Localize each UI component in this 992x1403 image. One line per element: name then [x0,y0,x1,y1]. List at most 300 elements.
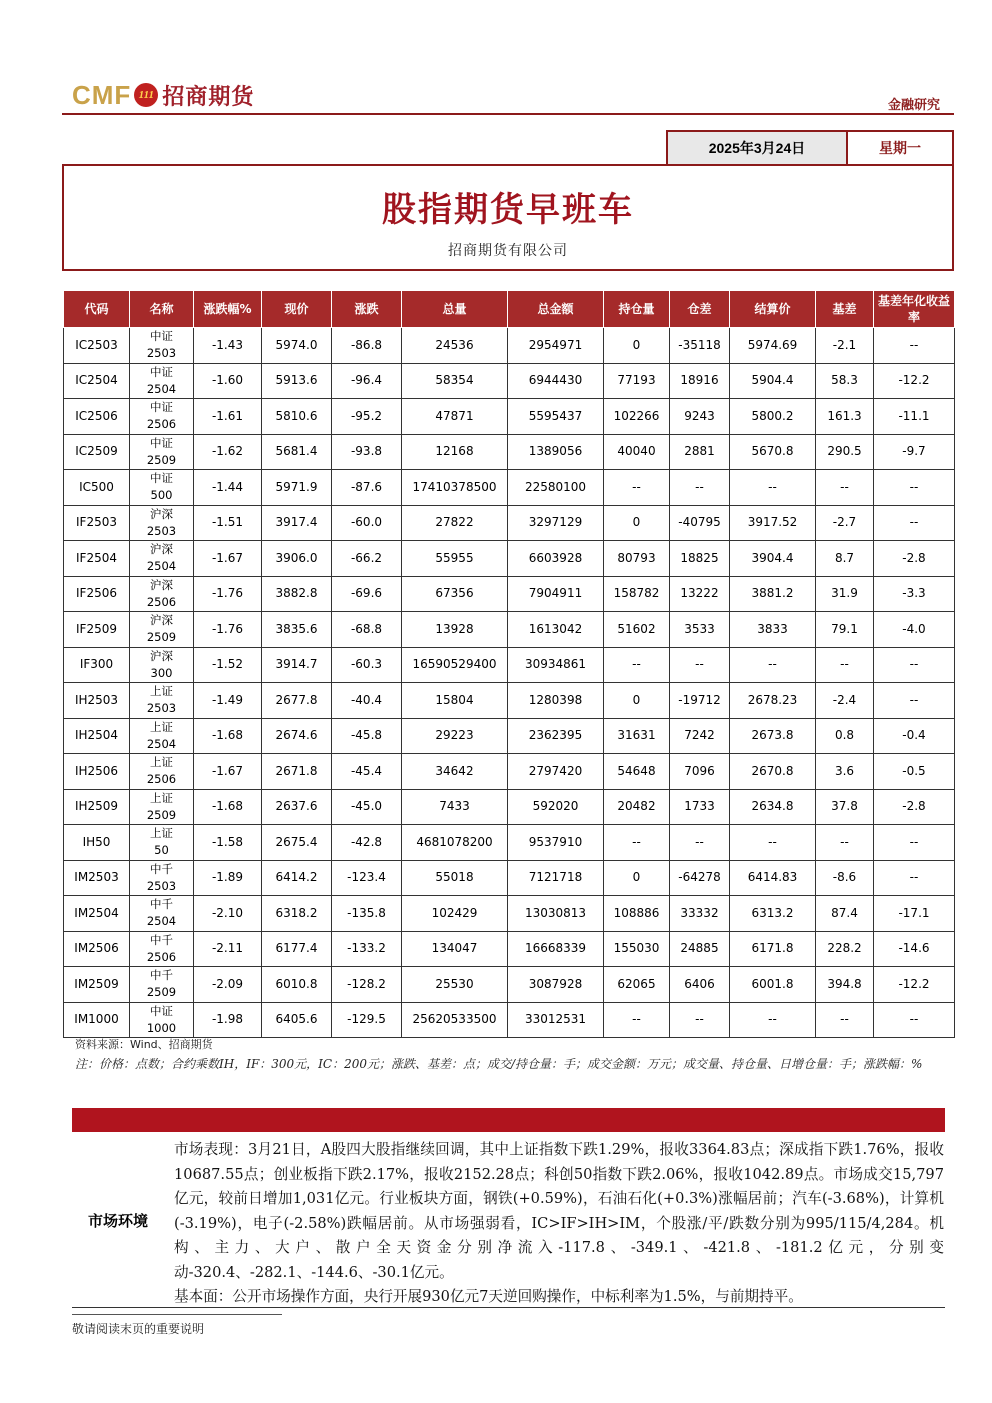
name-suffix: 2504 [146,381,177,396]
table-cell: IH2504 [64,718,130,754]
table-cell [130,647,194,683]
table-cell: 54648 [604,754,670,790]
table-cell: 5971.9 [262,470,332,506]
table-cell: -42.8 [332,825,402,861]
table-cell: 6414.83 [730,860,816,896]
column-header: 总量 [402,291,508,328]
table-cell: 5800.2 [730,399,816,435]
table-cell: -- [816,825,874,861]
table-cell: -12.2 [874,363,955,399]
table-cell: 3835.6 [262,612,332,648]
name-suffix: 2509 [146,630,177,645]
column-header: 名称 [130,291,194,328]
units-note: 注：价格：点数；合约乘数IH，IF：300元，IC：200元；涨跌、基差：点；成交/持仓量：手；成交金额：万元；成交量、持仓量、日增仓量：手；涨跌幅：% [75,1057,923,1071]
table-cell: IF2506 [64,576,130,612]
header-divider [62,113,954,115]
table-cell: -8.6 [816,860,874,896]
name-prefix: 沪深 [150,542,173,557]
table-row [64,860,955,896]
table-cell: 6001.8 [730,967,816,1003]
table-cell: 33012531 [508,1002,604,1038]
name-suffix: 2503 [146,346,177,361]
table-cell [130,576,194,612]
table-cell: 5681.4 [262,434,332,470]
table-cell: 25620533500 [402,1002,508,1038]
table-cell: 55018 [402,860,508,896]
table-cell: -1.52 [194,647,262,683]
table-cell: 134047 [402,931,508,967]
table-cell: IC2504 [64,363,130,399]
table-cell: IM2506 [64,931,130,967]
table-cell: 34642 [402,754,508,790]
table-cell: -1.58 [194,825,262,861]
table-cell: 22580100 [508,470,604,506]
table-cell: -1.98 [194,1002,262,1038]
table-cell: IM2504 [64,896,130,932]
table-cell: IH2503 [64,683,130,719]
table-cell: -87.6 [332,470,402,506]
table-cell: 5904.4 [730,363,816,399]
table-cell: -- [670,647,730,683]
table-cell: 2362395 [508,718,604,754]
table-cell: 0 [604,328,670,364]
name-suffix: 300 [150,665,173,680]
table-cell: -128.2 [332,967,402,1003]
name-prefix: 沪深 [150,648,173,663]
table-cell: 6406 [670,967,730,1003]
table-cell: -- [730,1002,816,1038]
name-prefix: 中证 [150,329,173,344]
name-suffix: 2509 [146,985,177,1000]
table-cell: 3917.4 [262,505,332,541]
table-cell: 102429 [402,896,508,932]
company-logo [72,78,254,112]
table-cell: -- [816,647,874,683]
table-row [64,363,955,399]
table-cell: 228.2 [816,931,874,967]
table-cell: 161.3 [816,399,874,435]
table-row [64,576,955,612]
table-cell: 102266 [604,399,670,435]
table-cell: -17.1 [874,896,955,932]
table-cell: 20482 [604,789,670,825]
table-cell: 3914.7 [262,647,332,683]
table-row [64,825,955,861]
name-prefix: 上证 [150,755,173,770]
table-cell: -1.51 [194,505,262,541]
table-cell: IC2506 [64,399,130,435]
name-suffix: 2504 [146,559,177,574]
table-cell: 3881.2 [730,576,816,612]
table-cell: IM2509 [64,967,130,1003]
table-cell: 6171.8 [730,931,816,967]
table-cell: 1733 [670,789,730,825]
section-label: 金融研究 [887,98,940,113]
fundamentals-paragraph: 基本面：公开市场操作方面，央行开展930亿元7天逆回购操作，中标利率为1.5%，与前期持平。 [174,1288,803,1305]
table-cell: -- [604,1002,670,1038]
table-cell: 158782 [604,576,670,612]
table-cell: 40040 [604,434,670,470]
name-prefix: 上证 [150,826,173,841]
column-header: 总金额 [508,291,604,328]
table-cell: 6944430 [508,363,604,399]
table-cell: 2671.8 [262,754,332,790]
name-prefix: 沪深 [150,577,173,592]
table-cell: -- [670,470,730,506]
table-cell [130,612,194,648]
table-cell: 2637.6 [262,789,332,825]
table-cell: 2677.8 [262,683,332,719]
table-cell [130,683,194,719]
table-row [64,647,955,683]
section-bottom-divider [72,1307,945,1308]
table-cell: -1.49 [194,683,262,719]
name-suffix: 2504 [146,736,177,751]
column-header: 结算价 [730,291,816,328]
table-header-row [64,291,955,328]
table-cell: -- [730,647,816,683]
table-cell: 55955 [402,541,508,577]
table-cell: 12168 [402,434,508,470]
column-header: 涨跌幅% [194,291,262,328]
table-cell [130,931,194,967]
table-cell: -45.8 [332,718,402,754]
table-cell: -0.5 [874,754,955,790]
table-cell: 1389056 [508,434,604,470]
table-cell: -40795 [670,505,730,541]
table-cell: -11.1 [874,399,955,435]
table-cell: 67356 [402,576,508,612]
table-row [64,434,955,470]
table-cell: 0 [604,683,670,719]
name-suffix: 2506 [146,772,177,787]
table-cell: -1.67 [194,541,262,577]
table-cell: -4.0 [874,612,955,648]
table-cell: 17410378500 [402,470,508,506]
table-cell: 2954971 [508,328,604,364]
table-cell: 3917.52 [730,505,816,541]
table-row [64,683,955,719]
table-cell: -2.4 [816,683,874,719]
name-prefix: 中证 [150,471,173,486]
table-cell: -0.4 [874,718,955,754]
table-cell [130,541,194,577]
table-cell: 13030813 [508,896,604,932]
source-note: 资料来源：Wind、招商期货 [75,1038,213,1051]
table-cell: 2634.8 [730,789,816,825]
table-cell: 87.4 [816,896,874,932]
table-cell: 79.1 [816,612,874,648]
table-cell: -93.8 [332,434,402,470]
table-cell [130,825,194,861]
table-cell: -- [670,1002,730,1038]
table-cell: -- [670,825,730,861]
table-cell: 3533 [670,612,730,648]
table-cell: 2673.8 [730,718,816,754]
name-suffix: 2506 [146,949,177,964]
name-prefix: 中证 [150,1003,173,1018]
footer-divider [72,1314,282,1315]
table-cell: 13222 [670,576,730,612]
name-prefix: 中证 [150,400,173,415]
table-cell: IF300 [64,647,130,683]
table-cell: 7242 [670,718,730,754]
name-prefix: 中证 [150,364,173,379]
table-cell: 18916 [670,363,730,399]
table-row [64,1002,955,1038]
table-cell: -- [874,505,955,541]
logo-latin: CMF [72,79,132,110]
table-cell: IM2503 [64,860,130,896]
logo-badge-icon: 111 [134,83,158,107]
table-cell: 16668339 [508,931,604,967]
table-cell: -2.8 [874,541,955,577]
column-header: 仓差 [670,291,730,328]
table-cell: 0 [604,860,670,896]
table-cell: 3087928 [508,967,604,1003]
table-cell: IF2509 [64,612,130,648]
table-row [64,328,955,364]
table-cell: 2678.23 [730,683,816,719]
table-cell: -1.60 [194,363,262,399]
name-suffix: 2503 [146,523,177,538]
table-cell: 2881 [670,434,730,470]
table-cell: -3.3 [874,576,955,612]
table-cell: -35118 [670,328,730,364]
table-cell [130,754,194,790]
table-cell: -1.67 [194,754,262,790]
table-cell: IM1000 [64,1002,130,1038]
table-cell: 5974.0 [262,328,332,364]
table-cell: 2797420 [508,754,604,790]
table-cell: 0 [604,505,670,541]
table-cell: -66.2 [332,541,402,577]
table-row [64,967,955,1003]
name-prefix: 沪深 [150,613,173,628]
table-cell: 29223 [402,718,508,754]
section-banner [72,1108,945,1132]
table-cell: -2.7 [816,505,874,541]
logo-chinese: 招商期货 [162,84,255,110]
table-cell: 3.6 [816,754,874,790]
column-header: 持仓量 [604,291,670,328]
name-prefix: 上证 [150,719,173,734]
table-cell: 9537910 [508,825,604,861]
futures-quote-table [63,290,955,1038]
table-cell: -- [874,647,955,683]
table-cell: -- [874,683,955,719]
table-cell: 77193 [604,363,670,399]
table-cell: 33332 [670,896,730,932]
table-cell: -- [874,860,955,896]
table-cell: -1.76 [194,576,262,612]
table-cell: -45.0 [332,789,402,825]
table-cell: -86.8 [332,328,402,364]
name-suffix: 2506 [146,417,177,432]
table-cell: -133.2 [332,931,402,967]
table-cell: 6318.2 [262,896,332,932]
table-cell: 58.3 [816,363,874,399]
table-cell: -45.4 [332,754,402,790]
table-cell: 6414.2 [262,860,332,896]
table-cell: 3833 [730,612,816,648]
name-suffix: 2503 [146,878,177,893]
table-cell: 80793 [604,541,670,577]
table-cell: 58354 [402,363,508,399]
name-suffix: 2503 [146,701,177,716]
table-cell: -- [874,1002,955,1038]
name-prefix: 中千 [150,861,173,876]
table-cell: 18825 [670,541,730,577]
name-prefix: 中证 [150,435,173,450]
table-cell: -96.4 [332,363,402,399]
table-cell: -- [730,825,816,861]
table-row [64,505,955,541]
table-cell: 2670.8 [730,754,816,790]
table-cell: 7096 [670,754,730,790]
table-cell: -123.4 [332,860,402,896]
table-cell: -1.43 [194,328,262,364]
table-cell: -135.8 [332,896,402,932]
name-suffix: 50 [154,843,169,858]
table-cell: IH50 [64,825,130,861]
table-row [64,541,955,577]
table-cell: 8.7 [816,541,874,577]
table-cell: -129.5 [332,1002,402,1038]
table-cell: 62065 [604,967,670,1003]
table-cell: 15804 [402,683,508,719]
table-cell: -95.2 [332,399,402,435]
table-cell: -1.61 [194,399,262,435]
table-cell: 47871 [402,399,508,435]
name-suffix: 2504 [146,914,177,929]
table-cell: -- [604,470,670,506]
table-cell: 2675.4 [262,825,332,861]
table-cell: 5595437 [508,399,604,435]
table-cell: 5670.8 [730,434,816,470]
table-cell: 27822 [402,505,508,541]
column-header: 代码 [64,291,130,328]
table-cell [130,363,194,399]
date-box [666,130,954,164]
table-cell: -- [730,470,816,506]
table-cell: -60.3 [332,647,402,683]
table-cell: IC2503 [64,328,130,364]
table-cell: 1613042 [508,612,604,648]
report-date: 2025年3月24日 [668,132,848,164]
table-cell: -69.6 [332,576,402,612]
table-cell: 592020 [508,789,604,825]
table-cell: 13928 [402,612,508,648]
table-cell: 108886 [604,896,670,932]
table-cell: -1.68 [194,718,262,754]
table-cell: 155030 [604,931,670,967]
table-cell: 5913.6 [262,363,332,399]
table-cell: IF2504 [64,541,130,577]
table-cell: 3882.8 [262,576,332,612]
table-cell: -2.09 [194,967,262,1003]
table-cell: -40.4 [332,683,402,719]
column-header: 基差年化收益率 [874,291,955,328]
name-prefix: 中千 [150,968,173,983]
table-cell: 5974.69 [730,328,816,364]
table-cell: -1.76 [194,612,262,648]
table-cell: 30934861 [508,647,604,683]
table-cell [130,789,194,825]
table-cell: -68.8 [332,612,402,648]
table-cell: 1280398 [508,683,604,719]
table-cell: -14.6 [874,931,955,967]
table-cell [130,434,194,470]
table-cell: IH2506 [64,754,130,790]
market-section-label: 市场环境 [87,1211,148,1230]
table-cell: IH2509 [64,789,130,825]
market-performance-paragraph: 市场表现：3月21日，A股四大股指继续回调，其中上证指数下跌1.29%，报收3364.83点；深成指下跌1.76%，报收10687.55点；创业板指下跌2.17%，报收2152.28点；科创50指数下跌2.06%，报收1042.89点。市场成交15,797亿元，较前日增加1,031亿元。行业板块方面，钢铁(+0.59%)，石油石化(+0.3%)涨幅居前；汽车(-3.68%)，计算机(-3.19%)，电子(-2.58%)跌幅居前。从市场强弱看，IC>IF>IH>IM，个股涨/平/跌数分别为995/115/4,284。机构、主力、大户、散户全天资金分别净流入-117.8、-349.1、-421.8、-181.2亿元，分别变动-320.4、-282.1、-144.6、-30.1亿元。 [174,1141,944,1281]
column-header: 基差 [816,291,874,328]
table-cell: -19712 [670,683,730,719]
table-cell: -- [604,825,670,861]
name-suffix: 2509 [146,807,177,822]
table-cell [130,718,194,754]
table-cell: -2.8 [874,789,955,825]
company-name: 招商期货有限公司 [448,243,568,259]
table-cell [130,328,194,364]
table-cell: 7121718 [508,860,604,896]
name-suffix: 1000 [146,1020,177,1035]
title-box [62,164,954,271]
table-cell: 6405.6 [262,1002,332,1038]
table-cell: -- [874,825,955,861]
name-suffix: 2509 [146,452,177,467]
table-cell: 24536 [402,328,508,364]
table-row [64,718,955,754]
table-body [64,328,955,1038]
table-cell: 6177.4 [262,931,332,967]
table-row [64,931,955,967]
market-commentary [174,1138,944,1310]
table-row [64,612,955,648]
table-cell: 24885 [670,931,730,967]
name-suffix: 500 [150,488,173,503]
table-cell: 37.8 [816,789,874,825]
table-cell: -2.11 [194,931,262,967]
name-prefix: 沪深 [150,506,173,521]
table-cell: -1.89 [194,860,262,896]
name-prefix: 中千 [150,932,173,947]
table-cell: 31631 [604,718,670,754]
table-cell [130,505,194,541]
report-weekday: 星期一 [879,141,921,157]
table-cell: IC2509 [64,434,130,470]
name-prefix: 上证 [150,790,173,805]
table-cell: 3904.4 [730,541,816,577]
table-cell: IF2503 [64,505,130,541]
table-cell: 3297129 [508,505,604,541]
page-title: 股指期货早班车 [382,190,634,230]
table-cell: -- [874,328,955,364]
table-cell: 51602 [604,612,670,648]
table-cell [130,860,194,896]
table-cell [130,896,194,932]
column-header: 现价 [262,291,332,328]
table-cell: 7433 [402,789,508,825]
table-row [64,754,955,790]
table-cell [130,1002,194,1038]
table-cell: -- [604,647,670,683]
table-row [64,399,955,435]
table-cell: -60.0 [332,505,402,541]
table-cell: 2674.6 [262,718,332,754]
